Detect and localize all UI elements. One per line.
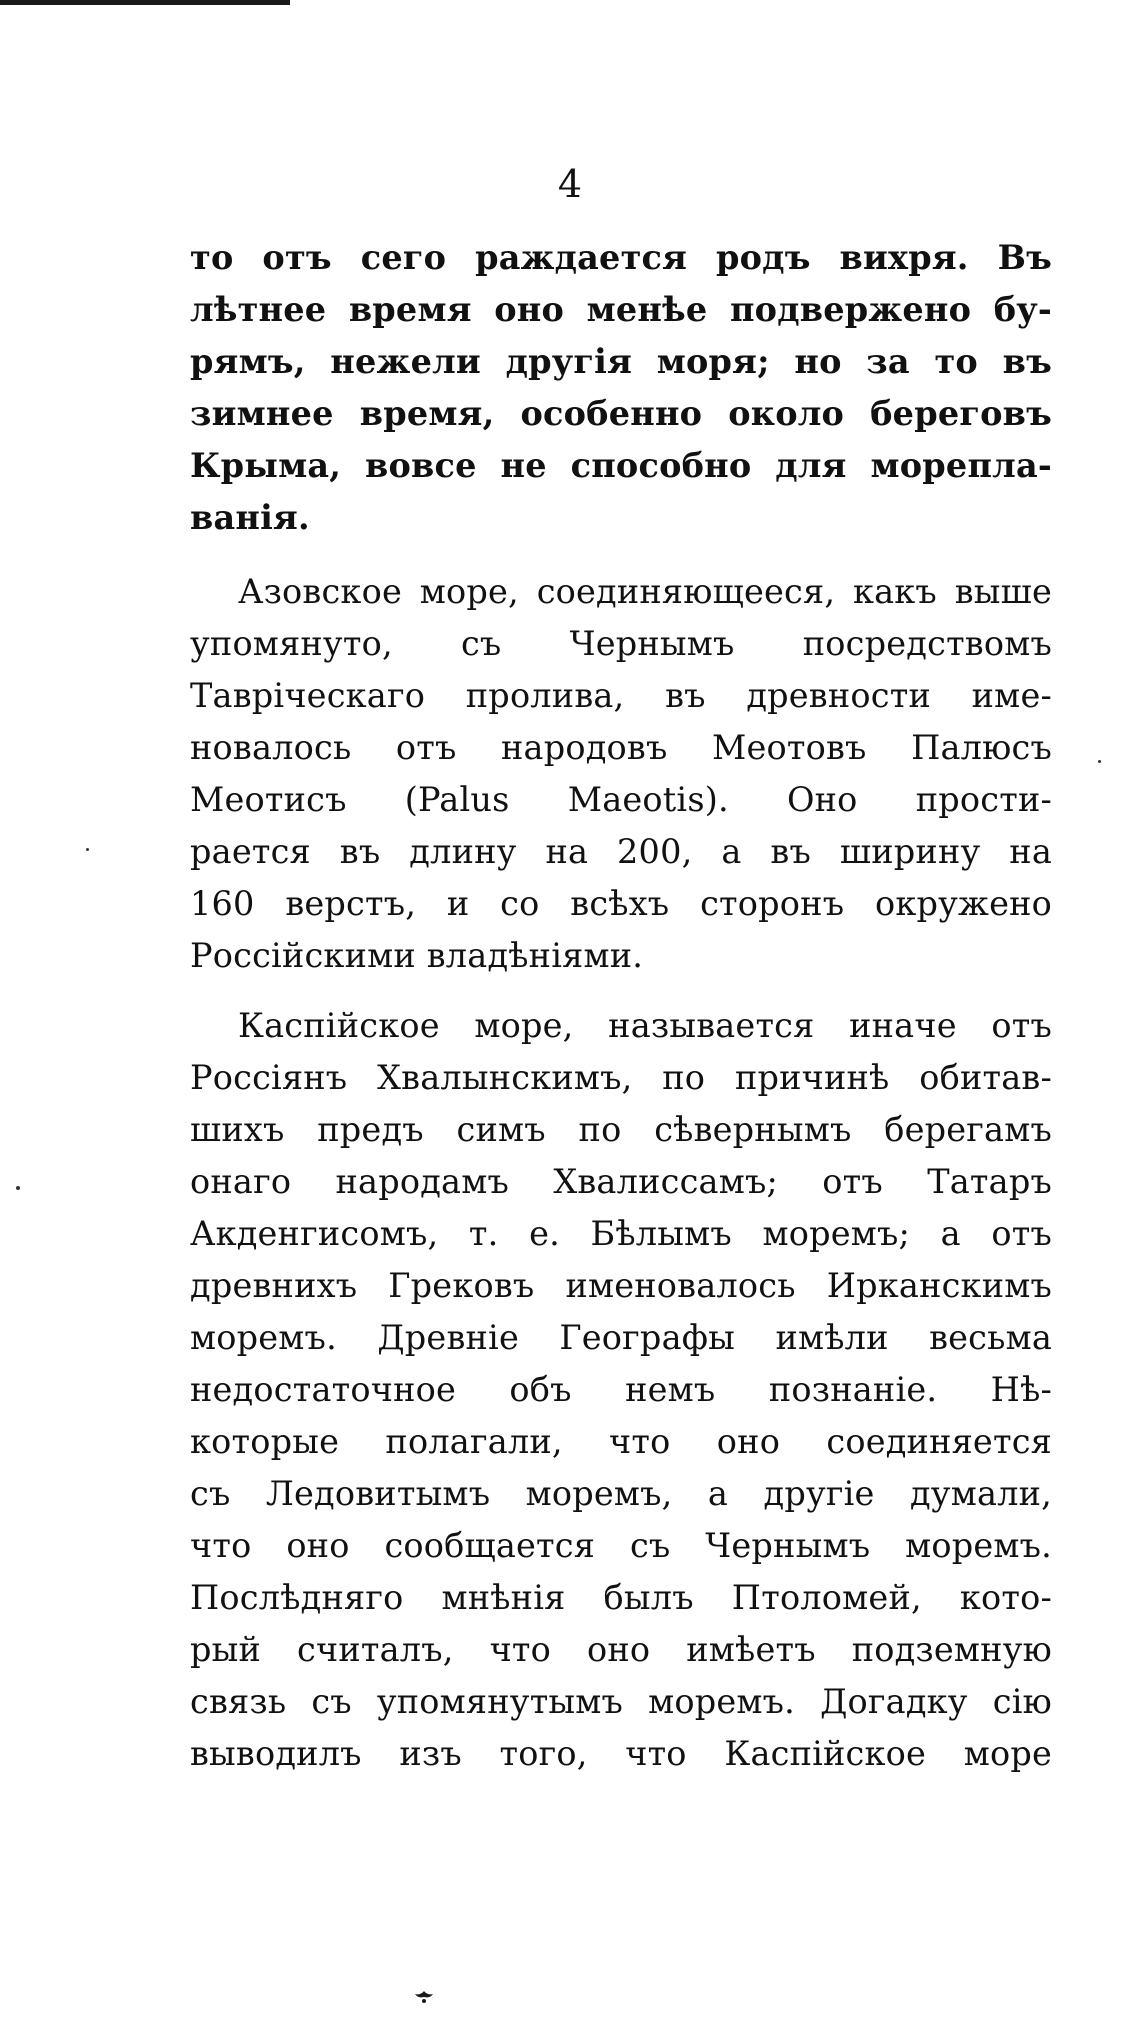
text-line: ванія. <box>190 498 310 537</box>
page-number: 4 <box>557 162 583 206</box>
text-line: недостаточное объ немъ познаніе. Нѣ- <box>190 1370 1052 1409</box>
text-line: древнихъ Грековъ именовалось Ирканскимъ <box>190 1266 1052 1305</box>
text-line: связь съ упомянутымъ моремъ. Догадку сію <box>190 1682 1052 1721</box>
text-line: выводилъ изъ того, что Каспійское море <box>190 1734 1052 1773</box>
scan-speck <box>86 848 89 851</box>
text-line: Акденгисомъ, т. е. Бѣлымъ моремъ; а отъ <box>190 1214 1052 1253</box>
text-line: моремъ. Древніе Географы имѣли весьма <box>190 1318 1052 1357</box>
paragraph-2 <box>190 566 1052 982</box>
scan-speck <box>1098 760 1101 763</box>
text-line: 160 верстъ, и со всѣхъ сторонъ окружено <box>190 884 1052 923</box>
text-line: которые полагали, что оно соединяется <box>190 1422 1052 1461</box>
text-line: шихъ предъ симъ по сѣвернымъ берегамъ <box>190 1110 1052 1149</box>
scan-speck <box>16 1186 20 1190</box>
text-line: Россійскими владѣніями. <box>190 936 644 975</box>
text-line: рается въ длину на 200, а въ ширину на <box>190 832 1052 871</box>
text-line: Послѣдняго мнѣнія былъ Птоломей, кото- <box>190 1578 1052 1617</box>
fleuron-icon <box>412 1990 436 2004</box>
text-line: онаго народамъ Хвалиссамъ; отъ Татаръ <box>190 1162 1052 1201</box>
text-line: Тавріческаго пролива, въ древности име- <box>190 676 1052 715</box>
text-line: Меотисъ (Palus Maeotis). Оно прости- <box>190 780 1052 819</box>
text-line: Крыма, вовсе не способно для морепла- <box>190 446 1052 485</box>
text-line: Каспійское море, называется иначе отъ <box>238 1006 1052 1045</box>
text-line: съ Ледовитымъ моремъ, а другіе думали, <box>190 1474 1052 1513</box>
text-line: то отъ сего раждается родъ вихря. Въ <box>190 238 1052 277</box>
paragraph-3 <box>190 1000 1052 1780</box>
text-line: Россіянъ Хвалынскимъ, по причинѣ обитав- <box>190 1058 1052 1097</box>
top-rule <box>0 0 290 5</box>
text-line: зимнее время, особенно около береговъ <box>190 394 1052 433</box>
text-line: рый считалъ, что оно имѣетъ подземную <box>190 1630 1052 1669</box>
text-line: рямъ, нежели другія моря; но за то въ <box>190 342 1052 381</box>
text-line: что оно сообщается съ Чернымъ моремъ. <box>190 1526 1052 1565</box>
paragraph-1 <box>190 232 1052 544</box>
text-line: Азовское море, соединяющееся, какъ выше <box>238 572 1052 611</box>
text-line: лѣтнее время оно менѣе подвержено бу- <box>190 290 1052 329</box>
text-line: новалось отъ народовъ Меотовъ Палюсъ <box>190 728 1052 767</box>
text-line: упомянуто, съ Чернымъ посредствомъ <box>190 624 1052 663</box>
